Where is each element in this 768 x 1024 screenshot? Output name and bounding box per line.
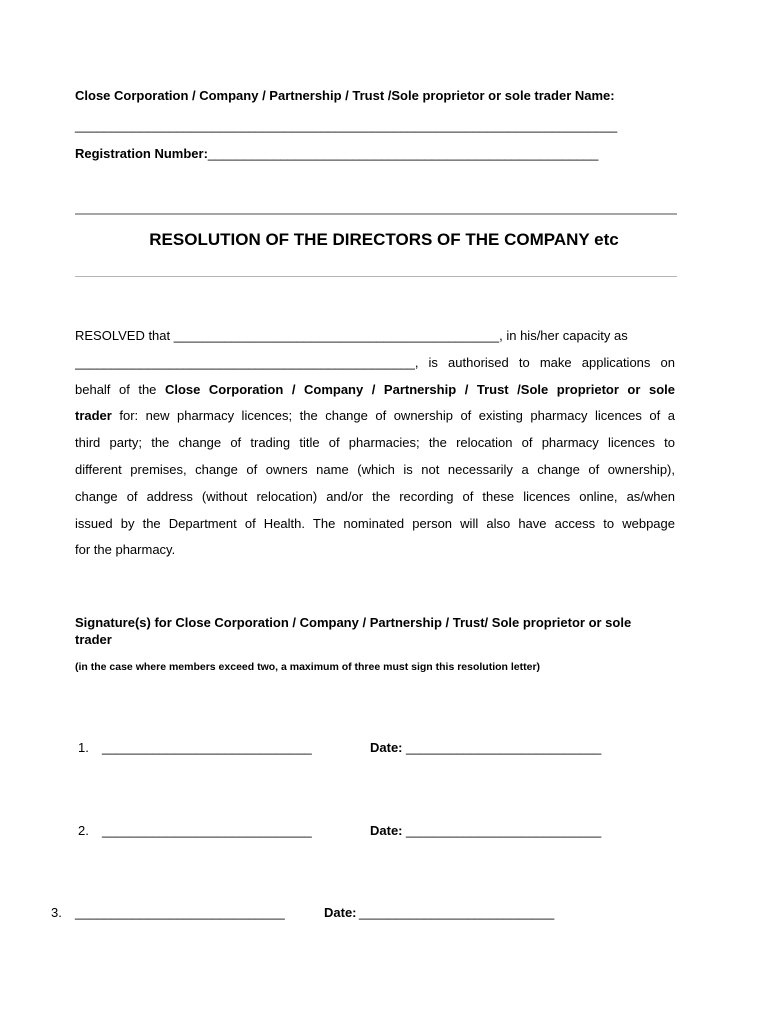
nominee-name-blank[interactable]: _____________________________________________ <box>173 328 500 343</box>
resolution-line-6: different premises, change of owners name (which is not necessarily a change of ownership), <box>75 461 675 477</box>
resolution-line-4 <box>75 403 675 430</box>
resolution-line-1 <box>75 323 675 350</box>
signature-row-3-date-label: Date: <box>324 905 357 920</box>
registration-number-label: Registration Number: <box>75 146 208 161</box>
resolution-line-8: issued by the Department of Health. The nominated person will also have access to webpage <box>75 515 675 531</box>
signature-row-2-date-label: Date: <box>370 823 403 838</box>
signatures-note: (in the case where members exceed two, a maximum of three must sign this resolution letter) <box>75 661 541 673</box>
signature-row-2-blank[interactable]: _____________________________ <box>102 823 312 838</box>
entity-name-label: Close Corporation / Company / Partnership / Trust /Sole proprietor or sole trader Name: <box>75 88 615 103</box>
authorised-text: , is authorised to make applications on <box>414 354 675 370</box>
top-divider <box>75 213 677 215</box>
capacity-text: , in his/her capacity as <box>499 328 628 343</box>
signature-row-3-blank[interactable]: _____________________________ <box>75 905 285 920</box>
signature-row-3-date-blank[interactable]: ___________________________ <box>359 905 555 920</box>
resolution-line-3 <box>75 377 675 404</box>
bottom-divider <box>75 276 677 277</box>
entity-name-blank[interactable]: ___________________________________________________________________________ <box>75 118 618 133</box>
resolved-that-label: RESOLVED that <box>75 328 171 343</box>
signature-row-1-date-blank[interactable]: ___________________________ <box>406 740 602 755</box>
resolution-paragraph <box>75 323 675 564</box>
resolution-line-9: for the pharmacy. <box>75 542 176 558</box>
resolution-line-7: change of address (without relocation) and/or the recording of these licences online, as/when <box>75 488 675 504</box>
registration-number-blank[interactable]: ______________________________________________________ <box>207 146 599 161</box>
signature-row-1-number: 1. <box>78 740 89 755</box>
purpose-text: for: new pharmacy licences; the change of ownership of existing pharmacy licences of a <box>119 408 675 424</box>
resolution-line-2 <box>75 350 675 377</box>
document-title: RESOLUTION OF THE DIRECTORS OF THE COMPANY etc <box>149 230 619 249</box>
registration-number-field <box>75 146 598 161</box>
behalf-text: behalf of the <box>75 381 157 397</box>
signatures-heading: Signature(s) for Close Corporation / Company / Partnership / Trust/ Sole proprietor or sole <box>75 615 632 630</box>
signature-row-1-date-label: Date: <box>370 740 403 755</box>
signatures-heading-cont: trader <box>75 632 112 647</box>
capacity-blank[interactable]: _______________________________________________ <box>75 354 415 370</box>
entity-types-bold: Close Corporation / Company / Partnership / Trust /Sole proprietor or sole <box>164 381 675 397</box>
signature-row-1-blank[interactable]: _____________________________ <box>102 740 312 755</box>
signature-row-3-number: 3. <box>51 905 62 920</box>
signature-row-2-number: 2. <box>78 823 89 838</box>
resolution-line-5: third party; the change of trading title of pharmacies; the relocation of pharmacy licences to <box>75 435 675 451</box>
signature-row-2-date-blank[interactable]: ___________________________ <box>406 823 602 838</box>
trader-bold: trader <box>75 408 112 424</box>
